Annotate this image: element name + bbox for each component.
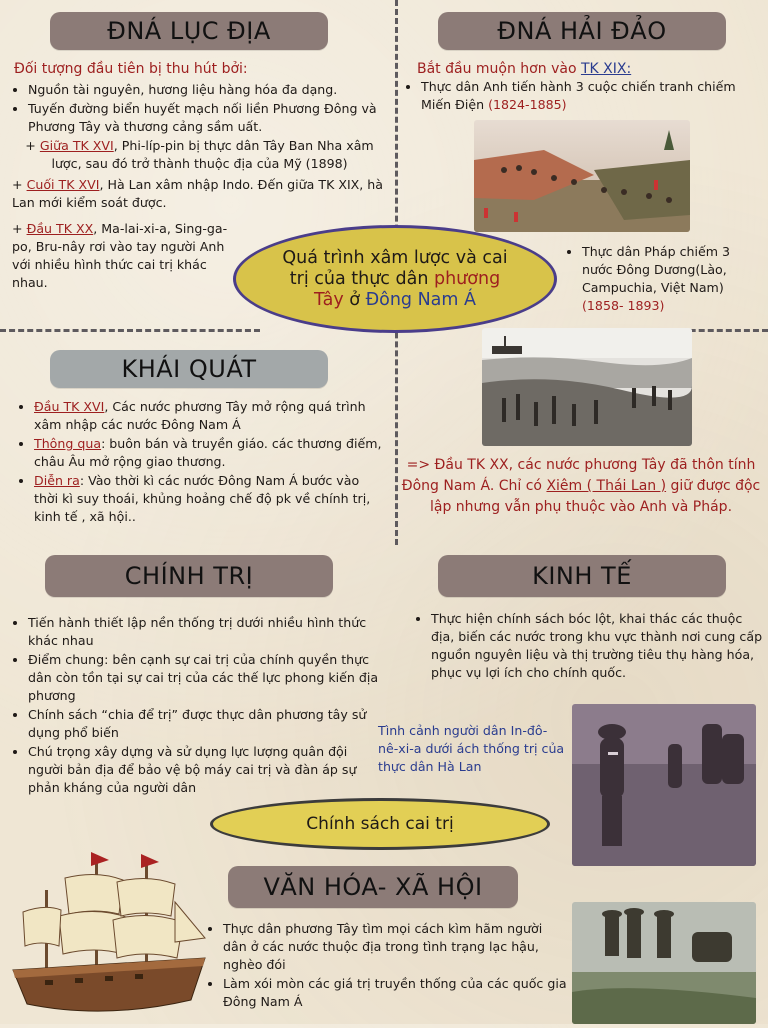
list-item: • Tuyến đường biển huyết mạch nối liền Phương Đông và Phương Tây và thương cảng sầm uất. (28, 100, 387, 136)
kinh-te-list (415, 610, 765, 682)
photo-caption: Tình cảnh người dân In-đô-nê-xi-a dưới ách thống trị của thực dân Hà Lan (378, 723, 565, 774)
kinh-te-content (415, 610, 765, 683)
hai-dao-heading (417, 60, 760, 78)
luc-dia-heading: Đối tượng đầu tiên bị thu hút bởi: (14, 61, 248, 77)
title-line-1: Quá trình xâm lược và cai (282, 247, 508, 268)
date-highlight: Giữa TK XVI (39, 138, 114, 153)
policy-ellipse (210, 798, 550, 850)
date-highlight: Cuối TK XVI (26, 177, 100, 192)
section-chinh-tri: CHÍNH TRỊ (45, 555, 333, 597)
soldiers-photo (572, 902, 756, 1024)
list-item: • Thực hiện chính sách bóc lột, khai thác các thuộc địa, biến các nước trong khu vực thành nơi cung cấp nguồn nguyên liệu và thị trường tiêu thụ hàng hóa, phục vụ lợi ích cho chính quốc. (431, 610, 765, 682)
item-text: , Các nước phương Tây mở rộng quá trình xâm nhập các nước Đông Nam Á (34, 399, 366, 432)
title-text: trị của thực dân (289, 268, 434, 289)
point-text: , Hà Lan xâm nhập Indo. Đến giữa TK XIX, hà Lan mới kiểm soát được. (12, 177, 384, 210)
point-text: , Phi-líp-pin bị thực dân Tây Ban Nha xâm lược, sau đó trở thành thuộc địa của Mỹ (1898) (51, 138, 374, 171)
list-item: • Chú trọng xây dựng và sử dụng lực lượng quân đội người bản địa để bảo vệ bộ máy cai trị và đàn áp sự phản kháng của người dân (28, 743, 380, 797)
van-hoa-content (207, 920, 567, 1012)
list-item: • Làm xói mòn các giá trị truyền thống của các quốc gia Đông Nam Á (223, 975, 567, 1011)
key-phrase: Đầu TK XVI (34, 399, 105, 414)
list-item: • Nguồn tài nguyên, hương liệu hàng hóa đa dạng. (28, 81, 387, 99)
item-text: : buôn bán và truyền giáo. các thương điếm, châu Âu mở rộng giao thương. (34, 436, 382, 469)
date-range: (1858- 1893) (582, 298, 665, 313)
century-highlight: TK XIX: (580, 61, 632, 77)
hai-dao-content-2 (566, 243, 761, 316)
luc-dia-point-1 (12, 137, 387, 173)
hai-dao-list-2 (566, 243, 761, 315)
divider-horizontal-left (0, 329, 260, 332)
chinh-tri-content (12, 614, 380, 798)
list-item: • Chính sách “chia để trị” được thực dân phương tây sử dụng phổ biến (28, 706, 380, 742)
luc-dia-point-3 (12, 220, 237, 292)
key-phrase: Diễn ra (34, 473, 80, 488)
list-item (34, 435, 386, 471)
van-hoa-list (207, 920, 567, 1011)
title-line-3 (282, 290, 507, 311)
date-range: (1824-1885) (488, 97, 567, 112)
conclusion-part: => Đầu TK XX, các nước phương Tây đã thôn tính Đông Nam Á. Chỉ có (401, 457, 756, 494)
battle-illustration (474, 120, 690, 232)
section-van-hoa: VĂN HÓA- XÃ HỘI (228, 866, 518, 908)
list-item: • Thực dân phương Tây tìm mọi cách kìm hãm người dân ở các nước thuộc địa trong tình trạng lạc hậu, nghèo đói (223, 920, 567, 974)
landing-photo (482, 328, 692, 446)
date-highlight: Đầu TK XX (26, 221, 94, 236)
list-item (582, 243, 761, 315)
title-highlight-red: phương (433, 268, 501, 289)
khai-quat-content (18, 398, 386, 527)
section-khai-quat: KHÁI QUÁT (50, 350, 328, 388)
workers-photo (572, 704, 756, 866)
plus-marker: + (12, 221, 27, 236)
key-phrase: Thông qua (34, 436, 102, 451)
heading-text: Bắt đầu muộn hơn vào (417, 61, 581, 77)
plus-marker: + (12, 177, 27, 192)
section-kinh-te: KINH TẾ (438, 555, 726, 597)
item-text: Thực dân Anh tiến hành 3 cuộc chiến tranh chiếm Miến Điện (421, 79, 736, 112)
plus-marker: + (25, 138, 40, 153)
center-title (282, 248, 507, 311)
list-item: • Tiến hành thiết lập nền thống trị dưới nhiều hình thức khác nhau (28, 614, 380, 650)
landing-illustration (482, 328, 692, 446)
title-line-2 (282, 269, 507, 290)
item-text: : Vào thời kì các nước Đông Nam Á bước vào thời kì suy thoái, khủng hoảng chế độ pk về chính trị, kinh tế , xã hội.. (34, 473, 371, 524)
khai-quat-list (18, 398, 386, 526)
soldiers-illustration (572, 902, 756, 1024)
list-item (34, 398, 386, 434)
hai-dao-content (405, 60, 760, 115)
list-item (34, 472, 386, 526)
center-title-ellipse (233, 225, 557, 333)
section-dna-hai-dao: ĐNÁ HẢI ĐẢO (438, 12, 726, 50)
title-highlight-red: Tây (313, 289, 344, 310)
policy-label: Chính sách cai trị (306, 814, 454, 834)
conclusion-highlight: Xiêm ( Thái Lan ) (546, 478, 667, 494)
conclusion-text (400, 455, 762, 518)
ship-illustration (5, 850, 215, 1024)
title-highlight-blue: Đông Nam Á (365, 289, 476, 310)
point-text: , Ma-lai-xi-a, Sing-ga-po, Bru-nây rơi vào tay người Anh với nhiều hình thức cai trị khác nhau. (12, 221, 228, 290)
chinh-tri-list (12, 614, 380, 797)
luc-dia-list (12, 81, 387, 136)
ship-icon (5, 850, 215, 1024)
conclusion-part: giữ được độc lập nhưng vẫn phụ thuộc vào Anh và Pháp. (429, 478, 761, 515)
list-item (421, 78, 760, 114)
workers-illustration (572, 704, 756, 866)
luc-dia-point-2 (12, 176, 387, 212)
section-dna-luc-dia: ĐNÁ LỤC ĐỊA (50, 12, 328, 50)
list-item: • Điểm chung: bên cạnh sự cai trị của chính quyền thực dân còn tồn tại sự cai trị của các thế lực phong kiến địa phương (28, 651, 380, 705)
item-text: Thực dân Pháp chiếm 3 nước Đông Dương(Lào, Campuchia, Việt Nam) (582, 244, 731, 295)
hai-dao-list (405, 78, 760, 114)
title-text: ở (343, 289, 366, 310)
battle-photo (474, 120, 690, 232)
